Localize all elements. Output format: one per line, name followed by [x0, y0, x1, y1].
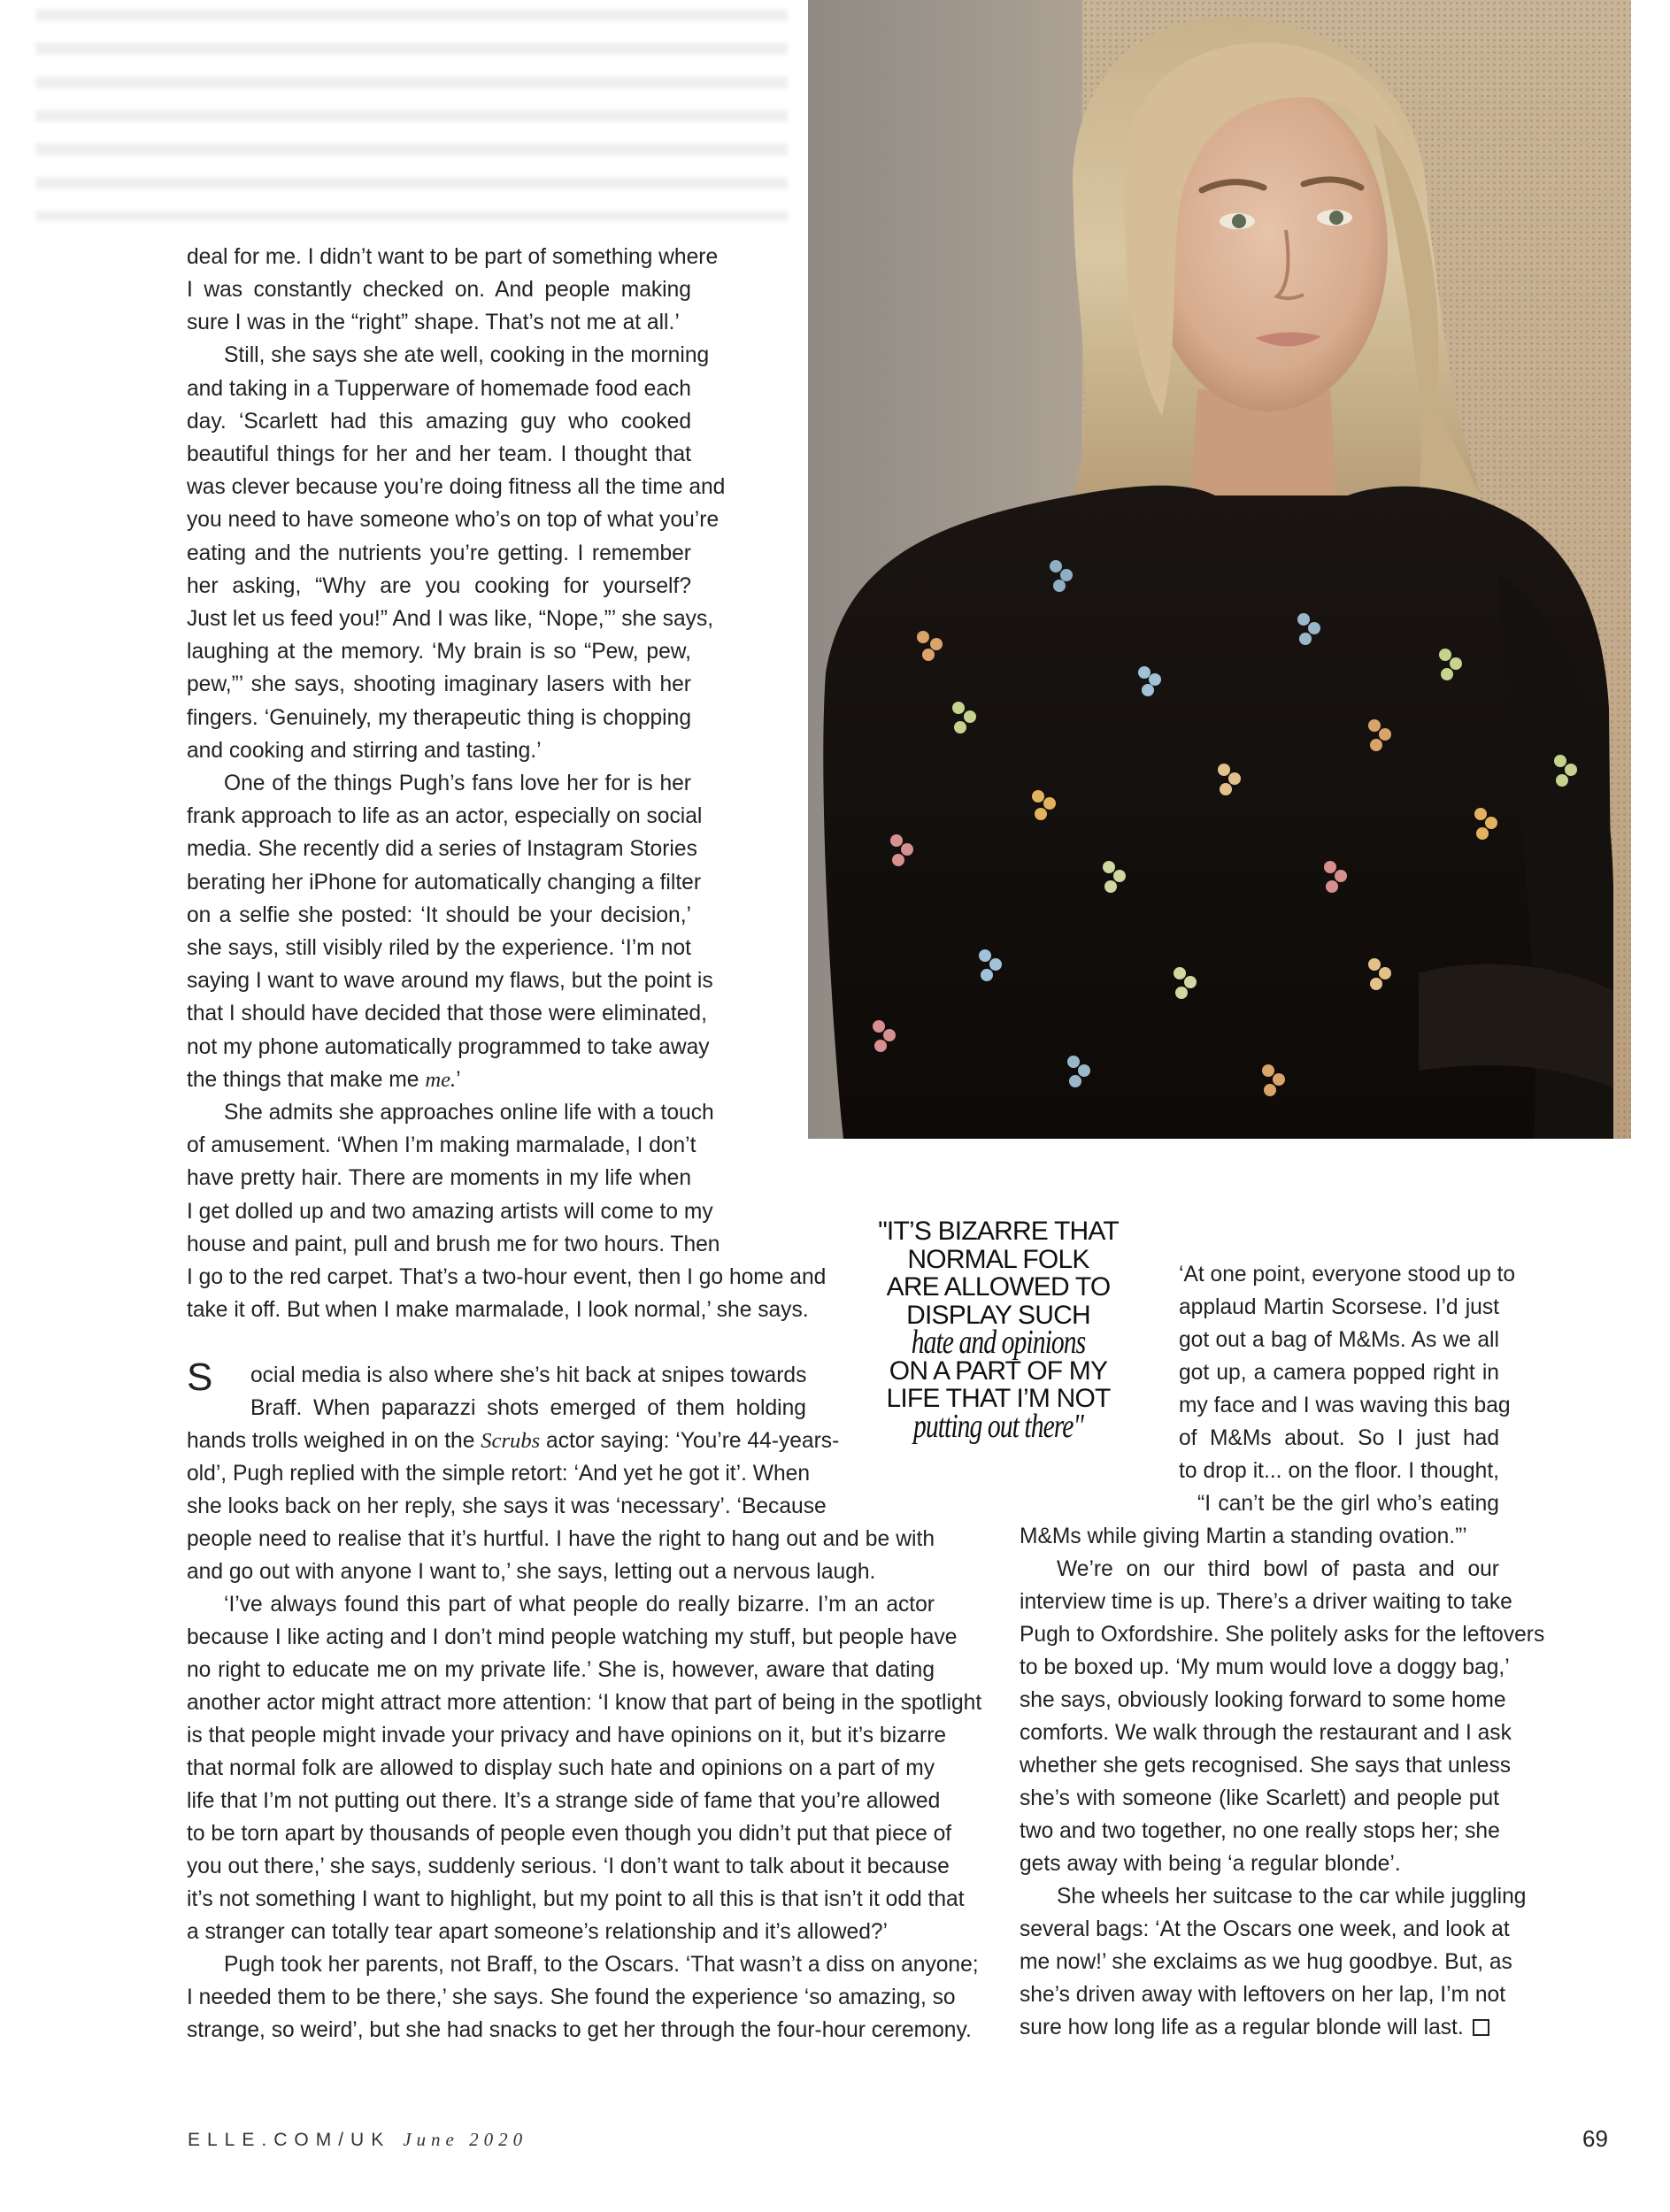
body-line: comforts. We walk through the restaurant and I ask [1020, 1721, 1512, 1745]
body-line: saying I want to wave around my flaws, but the point is [187, 969, 713, 993]
body-line: One of the things Pugh’s fans love her for is her [224, 772, 691, 795]
body-line: ocial media is also where she’s hit back at snipes towards [250, 1363, 807, 1387]
body-line: We’re on our third bowl of pasta and our [1057, 1557, 1499, 1581]
drop-cap: S [187, 1356, 213, 1399]
body-line: Braff. When paparazzi shots emerged of them holding [250, 1396, 806, 1420]
body-line: people need to realise that it’s hurtful. I have the right to hang out and be with [187, 1527, 935, 1551]
body-line: of amusement. ‘When I’m making marmalade, I don’t [187, 1133, 696, 1157]
body-line: to be boxed up. ‘My mum would love a doggy bag,’ [1020, 1655, 1510, 1679]
italic-title: Scrubs [481, 1429, 541, 1453]
body-line: She wheels her suitcase to the car while juggling [1057, 1885, 1527, 1909]
body-line: she’s with someone (like Scarlett) and people put [1020, 1786, 1499, 1810]
footer-issue: June 2020 [403, 2129, 528, 2150]
body-line: she looks back on her reply, she says it was ‘necessary’. ‘Because [187, 1494, 827, 1518]
body-line: she’s driven away with leftovers on her lap, I’m not [1020, 1983, 1506, 2007]
pull-quote-line: NORMAL FOLK [907, 1244, 1089, 1274]
body-line: and cooking and stirring and tasting.’ [187, 739, 542, 763]
body-line: to drop it... on the floor. I thought, [1179, 1459, 1499, 1483]
body-line: ‘At one point, everyone stood up to [1179, 1263, 1516, 1286]
portrait-illustration [808, 0, 1631, 1139]
end-mark-icon [1473, 2019, 1489, 2036]
body-line: fingers. ‘Genuinely, my therapeutic thing is chopping [187, 706, 691, 730]
body-line: day. ‘Scarlett had this amazing guy who cooked [187, 410, 691, 434]
body-text: sure how long life as a regular blonde will last. [1020, 2016, 1464, 2039]
body-line: berating her iPhone for automatically changing a filter [187, 871, 702, 895]
body-line: two and two together, no one really stops her; she [1020, 1819, 1500, 1843]
italic-emphasis: me. [425, 1068, 457, 1092]
body-line: She admits she approaches online life with a touch [224, 1101, 714, 1125]
pull-quote-line: LIFE THAT I’M NOT [886, 1384, 1111, 1413]
pull-quote-line: "IT’S BIZARRE THAT [878, 1217, 1119, 1246]
body-line [1020, 2011, 1499, 2044]
body-line: ‘I’ve always found this part of what people do really bizarre. I’m an actor [224, 1593, 935, 1617]
body-line: no right to educate me on my private life.’ She is, however, aware that dating [187, 1658, 935, 1682]
body-line: deal for me. I didn’t want to be part of something where [187, 245, 719, 269]
pull-quote-line: DISPLAY SUCH [906, 1300, 1090, 1330]
body-line: Just let us feed you!” And I was like, “Nope,”’ she says, [187, 607, 714, 631]
body-line: strange, so weird’, but she had snacks to get her through the four-hour ceremony. [187, 2018, 972, 2042]
body-line: laughing at the memory. ‘My brain is so “Pew, pew, [187, 640, 691, 664]
pull-quote-italic-line: hate and opinions [911, 1324, 1086, 1361]
body-line: a stranger can totally tear apart someone’s relationship and it’s allowed?’ [187, 1920, 889, 1944]
body-line: and taking in a Tupperware of homemade food each [187, 377, 691, 401]
page-number: 69 [1582, 2125, 1608, 2152]
body-line: you need to have someone who’s on top of what you’re [187, 508, 720, 532]
body-line: got out a bag of M&Ms. As we all [1179, 1328, 1499, 1352]
body-line: on a selfie she posted: ‘It should be your decision,’ [187, 903, 691, 927]
body-line: I was constantly checked on. And people making [187, 278, 691, 302]
body-line [187, 1064, 691, 1096]
body-line: I needed them to be there,’ she says. She found the experience ‘so amazing, so [187, 1985, 956, 2009]
body-line: Pugh to Oxfordshire. She politely asks for the leftovers [1020, 1623, 1545, 1647]
body-line: is that people might invade your privacy and have opinions on it, but it’s bizarre [187, 1724, 947, 1747]
body-line: I get dolled up and two amazing artists will come to my [187, 1200, 713, 1224]
body-line: M&Ms while giving Martin a standing ovation.”’ [1020, 1525, 1467, 1548]
body-line [187, 1425, 840, 1457]
body-text: actor saying: ‘You’re 44-years- [540, 1429, 840, 1453]
body-line: several bags: ‘At the Oscars one week, and look at [1020, 1917, 1510, 1941]
body-line: life that I’m not putting out there. It’s a strange side of fame that you’re allowed [187, 1789, 941, 1813]
body-line: another actor might attract more attention: ‘I know that part of being in the spotlight [187, 1691, 982, 1715]
body-line: Pugh took her parents, not Braff, to the Oscars. ‘That wasn’t a diss on anyone; [224, 1953, 979, 1977]
body-line: applaud Martin Scorsese. I’d just [1179, 1295, 1499, 1319]
body-line: that I should have decided that those were eliminated, [187, 1002, 707, 1025]
body-line: that normal folk are allowed to display such hate and opinions on a part of my [187, 1756, 935, 1780]
body-line: and go out with anyone I want to,’ she says, letting out a nervous laugh. [187, 1560, 876, 1584]
body-line: media. She recently did a series of Instagram Stories [187, 837, 697, 861]
body-line: to be torn apart by thousands of people even though you didn’t put that piece of [187, 1822, 952, 1846]
pull-quote-line: ARE ALLOWED TO [886, 1272, 1111, 1302]
body-line: have pretty hair. There are moments in my life when [187, 1166, 691, 1190]
body-text: ’ [456, 1068, 461, 1092]
body-line: she says, obviously looking forward to some home [1020, 1688, 1506, 1712]
body-text: hands trolls weighed in on the [187, 1429, 481, 1453]
body-line: me now!’ she exclaims as we hug goodbye. But, as [1020, 1950, 1512, 1974]
body-line: sure I was in the “right” shape. That’s not me at all.’ [187, 311, 680, 334]
pull-quote [866, 1217, 1131, 1445]
body-line: whether she gets recognised. She says that unless [1020, 1754, 1512, 1778]
body-line: pew,”’ she says, shooting imaginary lasers with her [187, 672, 691, 696]
show-through-text [35, 9, 788, 221]
body-line: house and paint, pull and brush me for two hours. Then [187, 1233, 720, 1256]
body-line: was clever because you’re doing fitness all the time and [187, 475, 726, 499]
body-line: of M&Ms about. So I just had [1179, 1426, 1499, 1450]
pull-quote-line: ON A PART OF MY [889, 1356, 1108, 1386]
body-line: her asking, “Why are you cooking for yourself? [187, 574, 691, 598]
body-line: old’, Pugh replied with the simple retort: ‘And yet he got it’. When [187, 1462, 811, 1486]
body-line: beautiful things for her and her team. I thought that [187, 442, 691, 466]
body-line: take it off. But when I make marmalade, I look normal,’ she says. [187, 1298, 809, 1322]
body-line: interview time is up. There’s a driver waiting to take [1020, 1590, 1512, 1614]
body-line: frank approach to life as an actor, especially on social [187, 804, 703, 828]
pull-quote-italic-line: putting out there" [912, 1407, 1084, 1445]
page-footer [188, 2129, 527, 2151]
body-line: Still, she says she ate well, cooking in the morning [224, 343, 710, 367]
body-text: the things that make me [187, 1068, 426, 1092]
footer-site: ELLE.COM/UK [188, 2130, 391, 2150]
body-line: got up, a camera popped right in [1179, 1361, 1499, 1385]
body-line: not my phone automatically programmed to take away [187, 1035, 710, 1059]
body-line: gets away with being ‘a regular blonde’. [1020, 1852, 1401, 1876]
body-line: because I like acting and I don’t mind people watching my stuff, but people have [187, 1625, 958, 1649]
body-line: you out there,’ she says, suddenly serious. ‘I don’t want to talk about it because [187, 1855, 950, 1878]
body-line: it’s not something I want to highlight, but my point to all this is that isn’t it odd that [187, 1887, 965, 1911]
body-line: eating and the nutrients you’re getting. I remember [187, 541, 691, 565]
portrait-photo [808, 0, 1631, 1139]
body-line: she says, still visibly riled by the experience. ‘I’m not [187, 936, 691, 960]
body-line: my face and I was waving this bag [1179, 1394, 1511, 1417]
body-line: “I can’t be the girl who’s eating [1197, 1492, 1499, 1516]
body-line: I go to the red carpet. That’s a two-hour event, then I go home and [187, 1265, 827, 1289]
